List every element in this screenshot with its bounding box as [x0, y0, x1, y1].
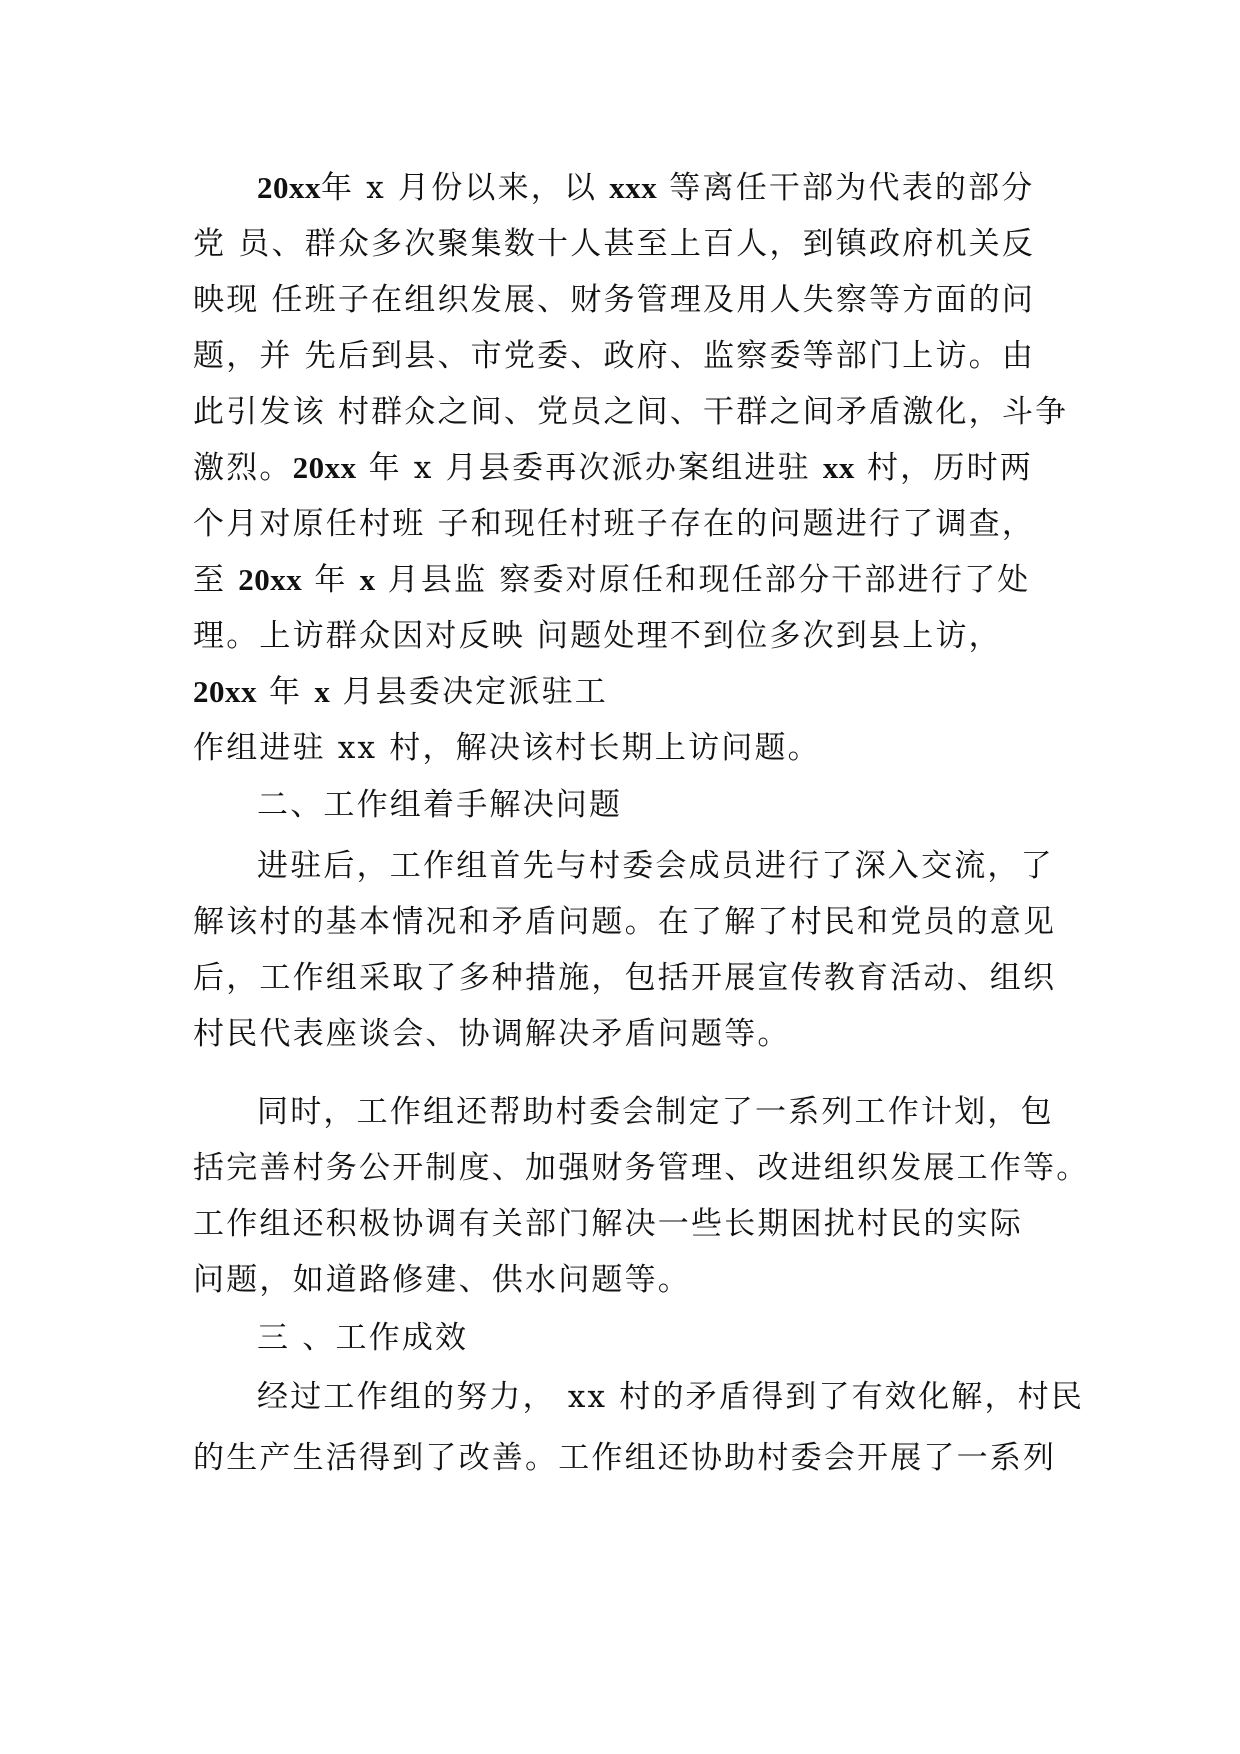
section-heading-3: 三 、工作成效 [257, 1320, 469, 1356]
paragraph-1-line-6 [193, 448, 1033, 488]
text-run: 月县监 察委对原任和现任部分干部进行了处 [375, 562, 1031, 598]
paragraph-2-line-2: 解该村的基本情况和矛盾问题。在了解了村民和党员的意见 [193, 904, 1057, 940]
text-run: 村，历时两 [854, 450, 1033, 486]
year-text: 20xx [257, 170, 321, 205]
text-run: 年 [302, 562, 360, 598]
paragraph-1-line-3: 映现 任班子在组织发展、财务管理及用人失察等方面的问 [193, 282, 1036, 318]
text-run: 激烈。 [193, 450, 293, 486]
paragraph-2-line-4: 村民代表座谈会、协调解决矛盾问题等。 [193, 1016, 791, 1052]
text-run: 年 x 月份以来，以 [321, 170, 610, 206]
paragraph-1-line-7: 个月对原任村班 子和现任村班子存在的问题进行了调查， [193, 506, 1036, 542]
paragraph-1-line-5: 此引发该 村群众之间、党员之间、干群之间矛盾激化，斗争 [193, 394, 1069, 430]
text-run: 至 [193, 562, 239, 598]
text-run: 等离任干部为代表的部分 [657, 170, 1035, 206]
paragraph-1-line-9: 理。上访群众因对反映 问题处理不到位多次到县上访， [193, 618, 1002, 654]
month-placeholder: x [359, 562, 376, 597]
paragraph-1-line-2: 党 员、群众多次聚集数十人甚至上百人，到镇政府机关反 [193, 226, 1036, 262]
text-run: 年 [257, 674, 315, 710]
paragraph-3-line-1: 同时，工作组还帮助村委会制定了一系列工作计划，包 [257, 1094, 1054, 1130]
paragraph-1-line-10 [193, 672, 608, 712]
text-run: 月县委决定派驻工 [330, 674, 608, 710]
text-run: 年 x 月县委再次派办案组进驻 [356, 450, 823, 486]
village-placeholder: xx [822, 450, 855, 485]
paragraph-3-line-4: 问题，如道路修建、供水问题等。 [193, 1262, 691, 1298]
paragraph-2-line-3: 后，工作组采取了多种措施，包括开展宣传教育活动、组织 [193, 960, 1057, 996]
paragraph-4-line-1: 经过工作组的努力， xx 村的矛盾得到了有效化解，村民 [257, 1379, 1085, 1415]
paragraph-2-line-1: 进驻后，工作组首先与村委会成员进行了深入交流，了 [257, 848, 1054, 884]
year-text: 20xx [238, 562, 303, 597]
paragraph-1-line-8 [193, 560, 1030, 600]
paragraph-3-line-2: 括完善村务公开制度、加强财务管理、改进组织发展工作等。 [193, 1150, 1090, 1186]
paragraph-4-line-2: 的生产生活得到了改善。工作组还协助村委会开展了一系列 [193, 1440, 1057, 1476]
name-placeholder: xxx [609, 170, 658, 205]
section-heading-2: 二、工作组着手解决问题 [257, 787, 623, 823]
month-placeholder: x [314, 674, 331, 709]
paragraph-3-line-3: 工作组还积极协调有关部门解决一些长期困扰村民的实际 [193, 1206, 1023, 1242]
paragraph-1-line-11: 作组进驻 xx 村，解决该村长期上访问题。 [193, 730, 821, 766]
paragraph-1-line-4: 题，并 先后到县、市党委、政府、监察委等部门上访。由 [193, 338, 1036, 374]
paragraph-1-line-1 [257, 168, 1035, 208]
year-text: 20xx [193, 674, 257, 709]
year-text: 20xx [292, 450, 357, 485]
